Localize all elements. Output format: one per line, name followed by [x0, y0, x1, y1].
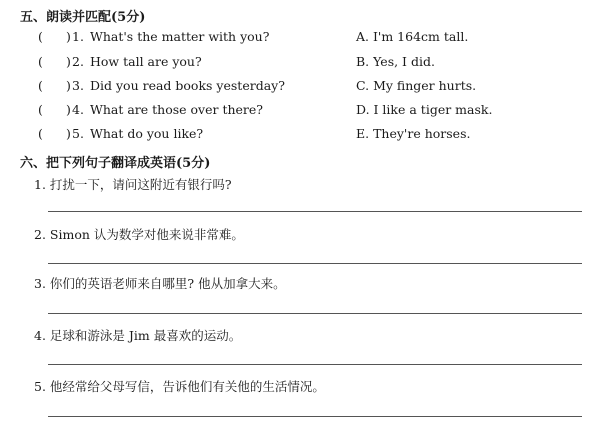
- answer-blank-close: ): [66, 54, 71, 69]
- translation-prompt: 1. 打扰一下，请问这附近有银行吗?: [34, 177, 232, 192]
- question-row: [38, 78, 298, 96]
- answer-blank-open: (: [38, 54, 43, 69]
- translation-prompt: 3. 你们的英语老师来自哪里? 他从加拿大来。: [34, 276, 286, 291]
- question-text: What's the matter with you?: [90, 29, 270, 44]
- question-number: 5.: [72, 126, 84, 141]
- answer-option: B. Yes, I did.: [356, 54, 435, 69]
- answer-line[interactable]: [48, 313, 582, 314]
- answer-line[interactable]: [48, 364, 582, 365]
- answer-option: A. I'm 164cm tall.: [356, 29, 469, 44]
- answer-line[interactable]: [48, 211, 582, 212]
- answer-blank-close: ): [66, 29, 71, 44]
- question-text: How tall are you?: [90, 54, 202, 69]
- answer-line[interactable]: [48, 416, 582, 417]
- translation-prompt: 4. 足球和游泳是 Jim 最喜欢的运动。: [34, 328, 242, 343]
- question-number: 2.: [72, 54, 84, 69]
- question-number: 3.: [72, 78, 84, 93]
- section5-title: 五、朗读并匹配(5分): [20, 10, 146, 25]
- translation-prompt: 2. Simon 认为数学对他来说非常难。: [34, 227, 244, 242]
- question-number: 4.: [72, 102, 84, 117]
- answer-blank-close: ): [66, 102, 71, 117]
- question-text: What are those over there?: [90, 102, 264, 117]
- answer-blank-close: ): [66, 78, 71, 93]
- answer-blank-open: (: [38, 29, 43, 44]
- answer-blank-open: (: [38, 78, 43, 93]
- question-row: [38, 29, 298, 47]
- question-text: Did you read books yesterday?: [90, 78, 285, 93]
- answer-line[interactable]: [48, 263, 582, 264]
- answer-option: C. My finger hurts.: [356, 78, 477, 93]
- translation-prompt: 5. 他经常给父母写信，告诉他们有关他的生活情况。: [34, 379, 325, 394]
- section6-title: 六、把下列句子翻译成英语(5分): [20, 156, 211, 171]
- answer-blank-open: (: [38, 102, 43, 117]
- answer-option: E. They're horses.: [356, 126, 471, 141]
- question-text: What do you like?: [90, 126, 204, 141]
- question-row: [38, 102, 298, 120]
- question-number: 1.: [72, 29, 84, 44]
- question-row: [38, 54, 298, 72]
- question-row: [38, 126, 298, 144]
- answer-blank-close: ): [66, 126, 71, 141]
- answer-blank-open: (: [38, 126, 43, 141]
- answer-option: D. I like a tiger mask.: [356, 102, 493, 117]
